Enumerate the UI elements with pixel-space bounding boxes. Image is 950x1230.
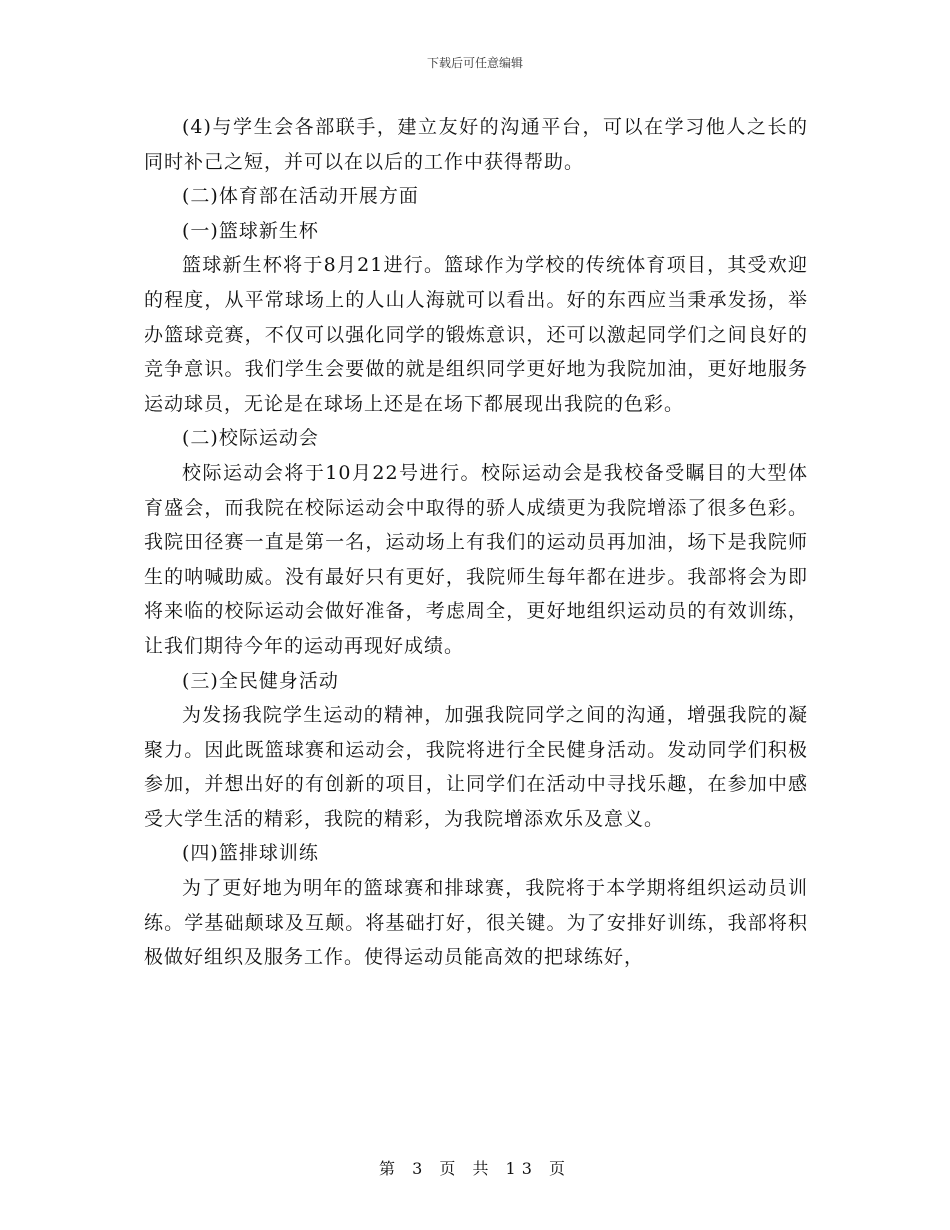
section-heading-activities: (二)体育部在活动开展方面 — [182, 185, 419, 208]
subheading-fitness: (三)全民健身活动 — [182, 669, 339, 692]
paragraph-ball-training: 为了更好地为明年的篮球赛和排球赛，我院将于本学期将组织运动员训练。学基础颠球及互颠。将基础打好，很关键。为了安排好训练，我部将积极做好组织及服务工作。使得运动员能高效的把球练好， — [144, 877, 808, 969]
paragraph-1: (4)与学生会各部联手，建立友好的沟通平台，可以在学习他人之长的同时补己之短，并可以在以后的工作中获得帮助。 — [144, 116, 808, 173]
page-header: 下载后可任意编辑 — [426, 56, 523, 70]
paragraph-sports-meet: 校际运动会将于10月22号进行。校际运动会是我校备受瞩目的大型体育盛会，而我院在校际运动会中取得的骄人成绩更为我院增添了很多色彩。我院田径赛一直是第一名，运动场上有我们的运动员再加油，场下是我院师生的呐喊助威。没有最好只有更好，我院师生每年都在进步。我部将会为即将来临的校际运动会做好准备，考虑周全，更好地组织运动员的有效训练，让我们期待今年的运动再现好成绩。 — [144, 461, 808, 657]
subheading-basketball-cup: (一)篮球新生杯 — [182, 219, 319, 242]
document-body — [144, 110, 808, 975]
subheading-sports-meet: (二)校际运动会 — [182, 427, 319, 450]
paragraph-basketball-cup: 篮球新生杯将于8月21进行。篮球作为学校的传统体育项目，其受欢迎的程度，从平常球场上的人山人海就可以看出。好的东西应当秉承发扬，举办篮球竞赛，不仅可以强化同学的锻炼意识，还可以激起同学们之间良好的竞争意识。我们学生会要做的就是组织同学更好地为我院加油，更好地服务运动球员，无论是在球场上还是在场下都展现出我院的色彩。 — [144, 254, 808, 415]
page-number: 第 3 页 共 13 页 — [379, 1159, 571, 1178]
subheading-ball-training: (四)篮排球训练 — [182, 842, 319, 865]
paragraph-fitness: 为发扬我院学生运动的精神，加强我院同学之间的沟通，增强我院的凝聚力。因此既篮球赛和运动会，我院将进行全民健身活动。发动同学们积极参加，并想出好的有创新的项目，让同学们在活动中寻找乐趣，在参加中感受大学生活的精彩，我院的精彩，为我院增添欢乐及意义。 — [144, 704, 808, 830]
